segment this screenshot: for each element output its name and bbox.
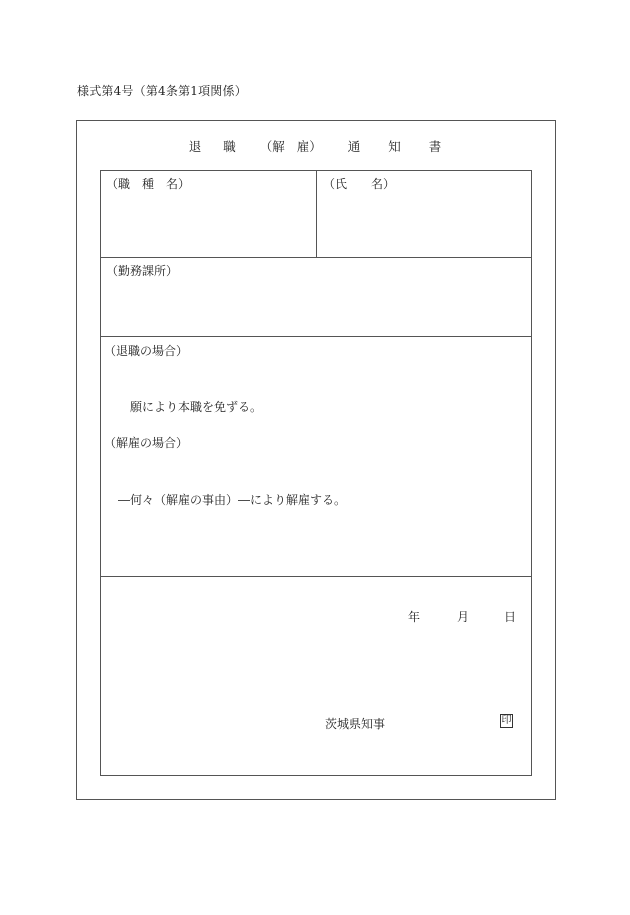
form-table [100,170,532,776]
date-year: 年 [408,610,421,624]
row-divider-1 [100,257,532,258]
row-divider-2 [100,336,532,337]
title-char-1: 退 [188,139,202,154]
title-char-2: 職 [223,139,236,154]
signatory: 茨城県知事 [325,717,386,731]
date-month: 月 [457,610,470,624]
column-divider [316,170,317,257]
dismissal-text: ―何々（解雇の事由）―により解雇する。 [118,493,347,507]
workplace-field[interactable]: （勤務課所） [106,264,179,278]
resignation-heading: （退職の場合） [104,344,189,358]
seal-mark: 印 [501,715,512,726]
form-number-label: 様式第4号（第4条第1項関係） [77,84,247,98]
resignation-text: 願により本職を免ずる。 [130,400,263,414]
title-char-7: 書 [428,139,442,154]
document-title [0,137,630,155]
date-day: 日 [504,610,517,624]
title-char-5: 通 [347,139,361,154]
dismissal-heading: （解雇の場合） [104,436,189,450]
row-divider-3 [100,576,532,577]
job-title-field[interactable]: （職 種 名） [106,177,191,191]
title-char-4: 雇） [296,139,322,154]
name-field[interactable]: （氏 名） [323,177,396,191]
title-char-3: （解 [259,139,285,154]
title-char-6: 知 [388,139,401,154]
